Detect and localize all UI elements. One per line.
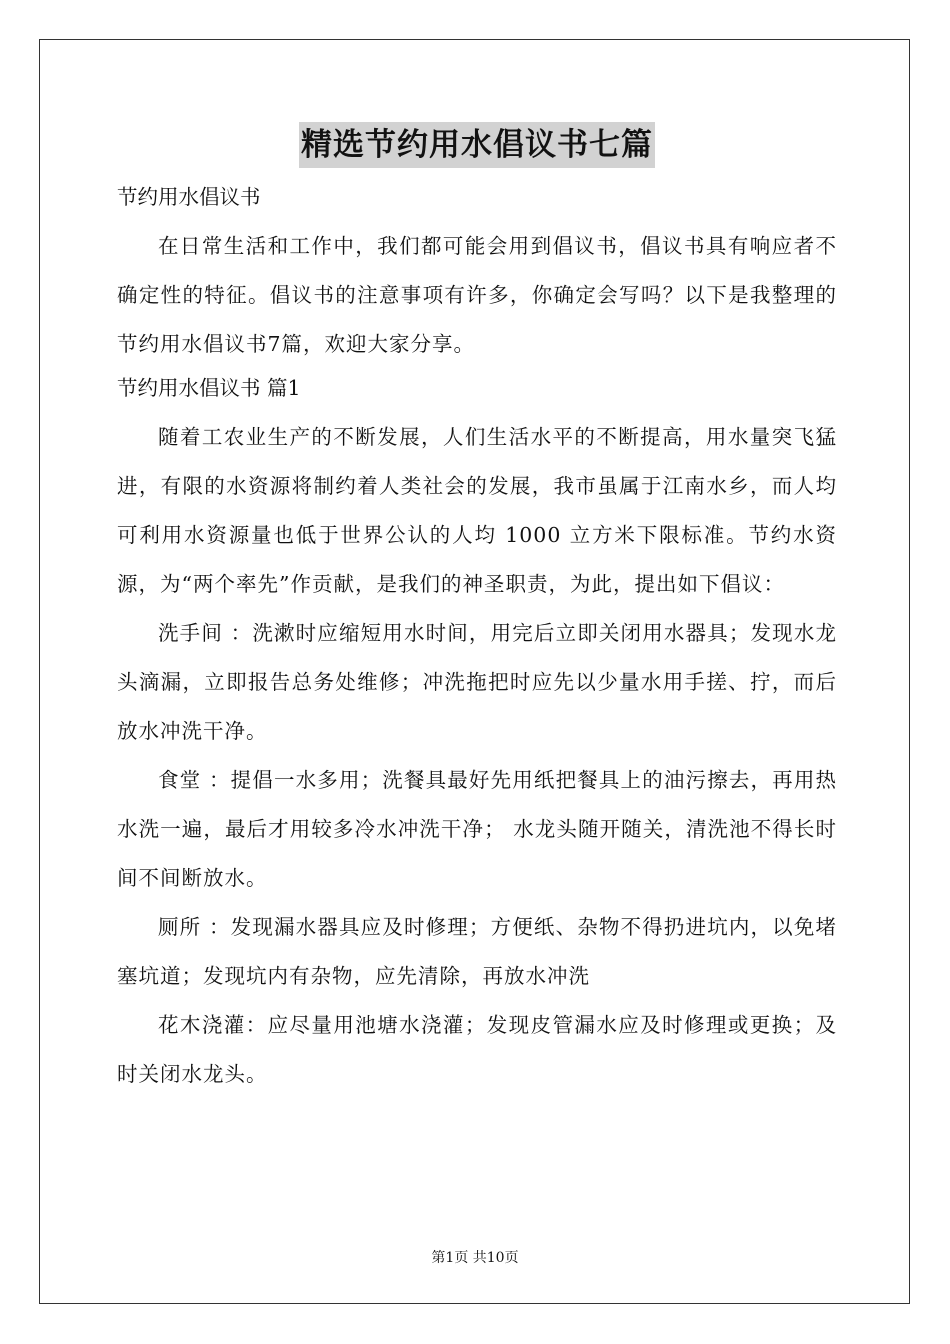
paragraph: 洗手间 ：洗漱时应缩短用水时间，用完后立即关闭用水器具；发现水龙头滴漏，立即报告总务处维修；冲洗拖把时应先以少量水用手搓、拧，而后放水冲洗干净。 (117, 621, 837, 743)
document-body (117, 122, 837, 1099)
paragraph: 食堂 ：提倡一水多用；洗餐具最好先用纸把餐具上的油污擦去，再用热水洗一遍，最后才用较多冷水冲洗干净； 水龙头随开随关，清洗池不得长时间不间断放水。 (117, 768, 837, 890)
paragraph: 在日常生活和工作中，我们都可能会用到倡议书，倡议书具有响应者不确定性的特征。倡议书的注意事项有许多，你确定会写吗？以下是我整理的节约用水倡议书7篇，欢迎大家分享。 (117, 234, 837, 356)
paragraph: 花木浇灌：应尽量用池塘水浇灌；发现皮管漏水应及时修理或更换；及时关闭水龙头。 (117, 1013, 837, 1086)
paragraph: 随着工农业生产的不断发展，人们生活水平的不断提高，用水量突飞猛进，有限的水资源将制约着人类社会的发展，我市虽属于江南水乡，而人均可利用水资源量也低于世界公认的人均 1000 立方米下限标准。节约水资源，为“两个率先”作贡献，是我们的神圣职责，为此，提出如下倡议： (117, 425, 837, 596)
section-heading: 节约用水倡议书 (117, 185, 261, 209)
paragraph: 厕所 ：发现漏水器具应及时修理；方便纸、杂物不得扔进坑内，以免堵塞坑道；发现坑内有杂物，应先清除，再放水冲洗 (117, 915, 837, 988)
section-heading: 节约用水倡议书 篇1 (117, 376, 301, 400)
title-container (117, 122, 837, 168)
page-footer: 第1页 共10页 (431, 1250, 519, 1266)
document-title: 精选节约用水倡议书七篇 (299, 122, 655, 168)
